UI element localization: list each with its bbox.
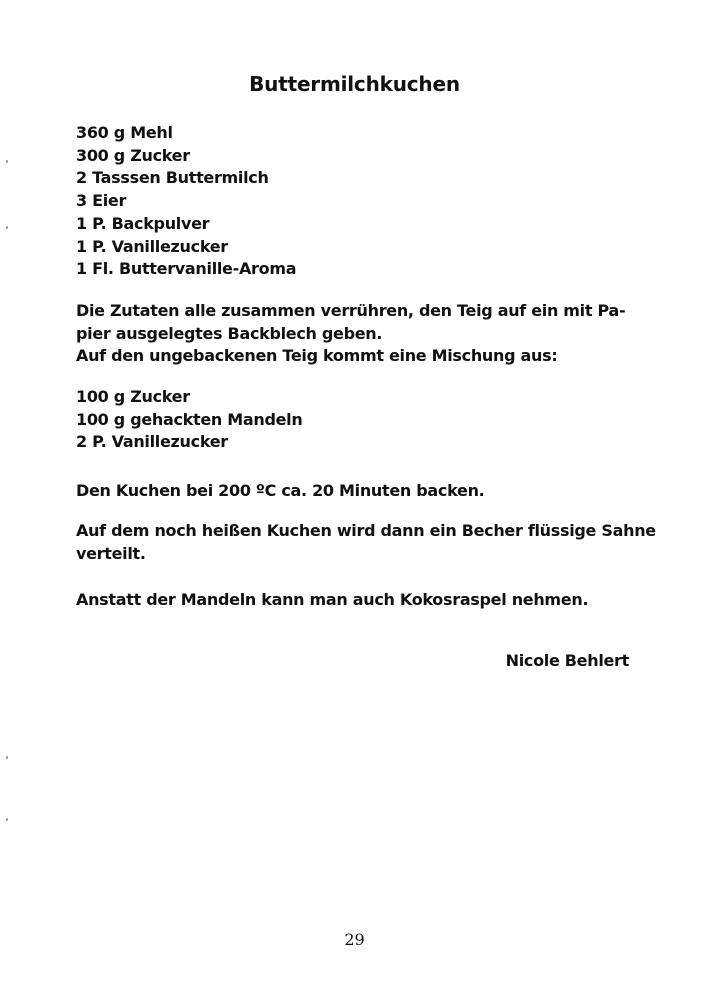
- ingredient-item: 1 P. Backpulver: [76, 213, 210, 233]
- ingredient-item: 1 Fl. Buttervanille-Aroma: [76, 259, 297, 279]
- ingredient-item: 300 g Zucker: [76, 145, 190, 165]
- page-number: 29: [344, 930, 365, 949]
- scan-speck: [6, 756, 8, 759]
- recipe-title: Buttermilchkuchen: [249, 72, 460, 96]
- instruction-line: Die Zutaten alle zusammen verrühren, den Teig auf ein mit Pa-: [76, 301, 626, 320]
- ingredient-list: [76, 122, 636, 281]
- tip-line: Anstatt der Mandeln kann man auch Kokosraspel nehmen.: [76, 590, 589, 609]
- baking-line: Den Kuchen bei 200 ºC ca. 20 Minuten backen.: [76, 481, 485, 500]
- author-signature: Nicole Behlert: [505, 651, 629, 670]
- ingredient-item: 1 P. Vanillezucker: [76, 236, 228, 256]
- scan-speck: [6, 226, 8, 229]
- instruction-line: Auf den ungebackenen Teig kommt eine Mischung aus:: [76, 346, 558, 366]
- ingredient-item: 3 Eier: [76, 191, 127, 211]
- topping-list: [76, 386, 636, 454]
- topping-item: 2 P. Vanillezucker: [76, 432, 228, 452]
- scan-speck: [6, 818, 8, 821]
- topping-item: 100 g gehackten Mandeln: [76, 409, 303, 429]
- cream-paragraph: [76, 520, 656, 565]
- instructions-paragraph: [76, 300, 636, 368]
- ingredient-item: 360 g Mehl: [76, 123, 173, 142]
- ingredient-item: 2 Tasssen Buttermilch: [76, 168, 269, 188]
- cream-line: verteilt.: [76, 543, 146, 563]
- cream-line: Auf dem noch heißen Kuchen wird dann ein Becher flüssige Sahne: [76, 521, 656, 540]
- baking-instruction: [76, 480, 636, 503]
- scan-speck: [6, 160, 8, 163]
- topping-item: 100 g Zucker: [76, 387, 190, 406]
- instruction-line: pier ausgelegtes Backblech geben.: [76, 323, 383, 343]
- tip-paragraph: [76, 589, 636, 612]
